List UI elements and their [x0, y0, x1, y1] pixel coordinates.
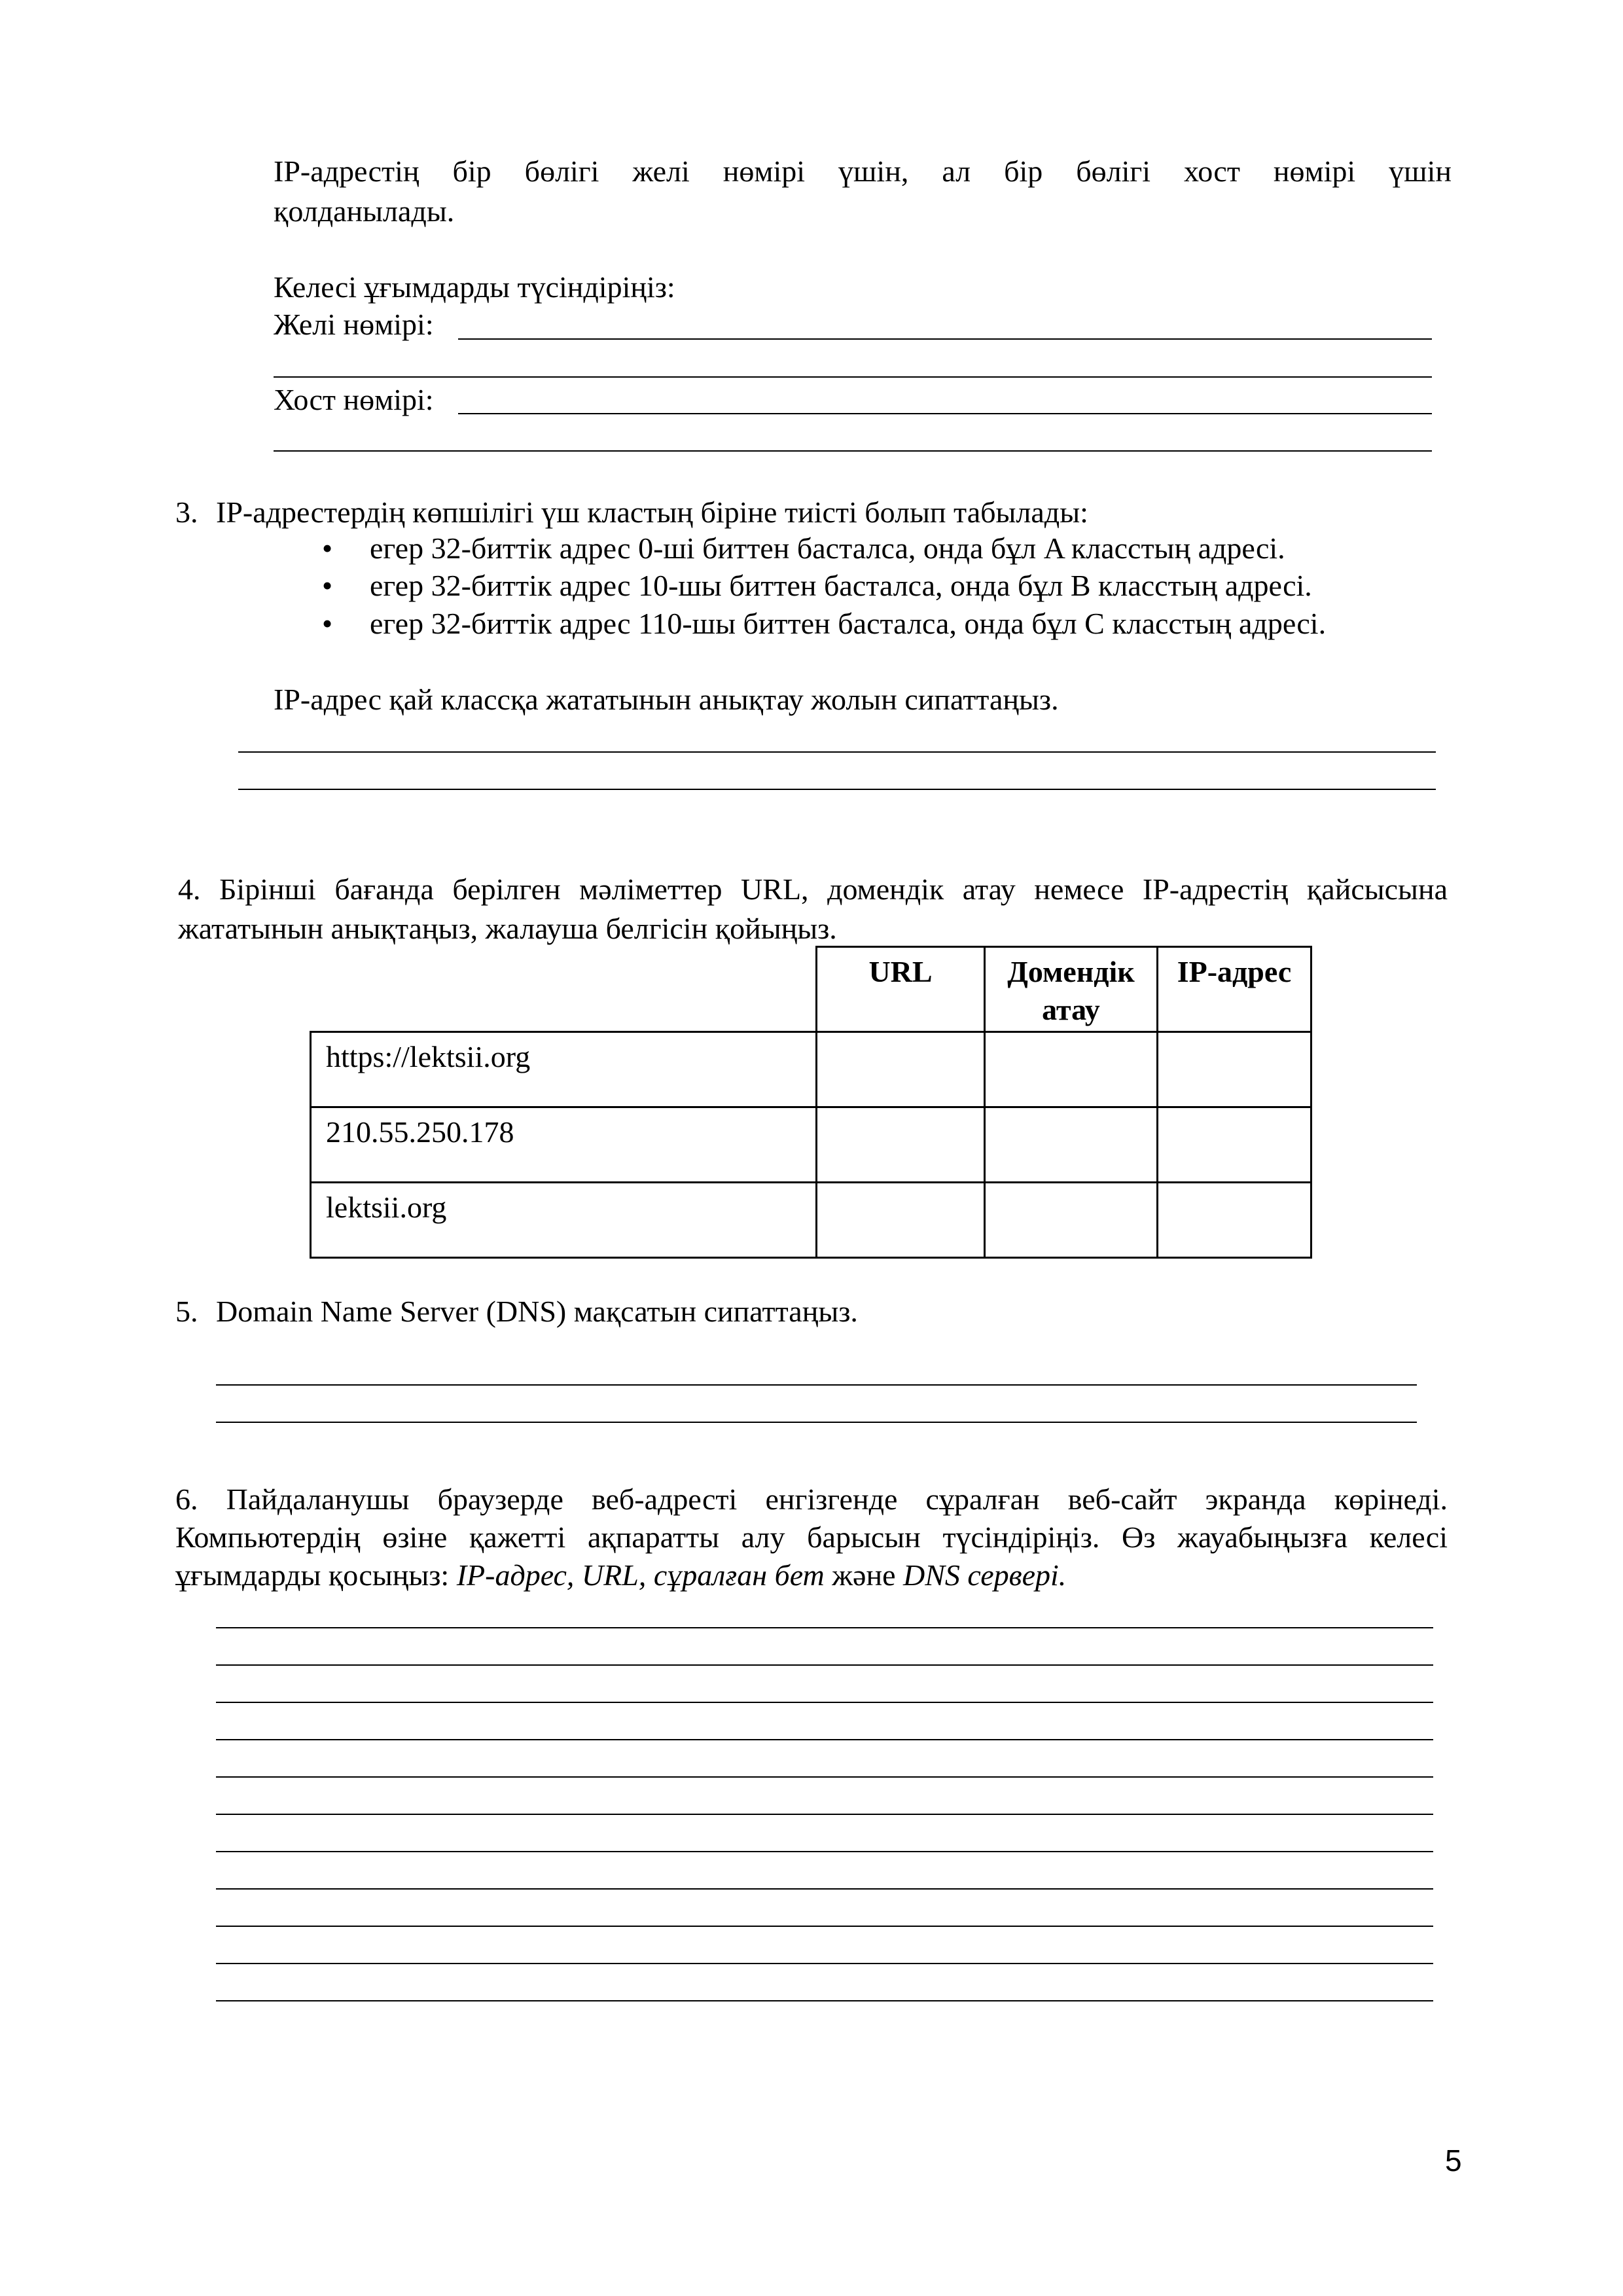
question-6-answer-line-5[interactable]: [216, 1776, 1433, 1778]
bullet-class-a: егер 32-биттік адрес 0-ші биттен басталса, онда бұл A класстың адресі.: [370, 531, 1285, 565]
table-row: [311, 1183, 1311, 1258]
question-6-term-1: IP-адрес, URL, сұралған бет: [456, 1558, 825, 1592]
checkbox-cell-url[interactable]: [817, 1183, 985, 1258]
bullet-class-c: егер 32-биттік адрес 110-шы биттен басталса, онда бұл C класстың адресі.: [370, 607, 1327, 640]
header-domain-name: Домендік атау: [985, 947, 1158, 1032]
bullet-icon: •: [322, 531, 333, 565]
question-6-answer-line-3[interactable]: [216, 1702, 1433, 1703]
question-5-answer-line-2[interactable]: [216, 1422, 1417, 1423]
question-3-text: IP-адрестердің көпшілігі үш кластың біріне тиісті болып табылады:: [216, 495, 1088, 529]
question-6-line-3: [175, 1556, 1066, 1594]
table-row: [311, 1107, 1311, 1183]
bullet-icon: •: [322, 569, 333, 602]
question-6-answer-line-10[interactable]: [216, 1963, 1433, 1964]
question-4-line-1: 4. Бірінші бағанда берілген мәліметтер URL, домендік атау немесе IP-адрестің қайсысына: [178, 872, 1448, 906]
checkbox-cell-url[interactable]: [817, 1107, 985, 1183]
question-6-line-2: Компьютердің өзіне қажетті ақпаратты алу барысын түсіндіріңіз. Өз жауабыңызға келесі: [175, 1520, 1448, 1554]
checkbox-cell-ip[interactable]: [1158, 1032, 1311, 1107]
network-number-answer-line[interactable]: [458, 338, 1432, 340]
checkbox-cell-domain[interactable]: [985, 1107, 1158, 1183]
checkbox-cell-url[interactable]: [817, 1032, 985, 1107]
table-row: [311, 1032, 1311, 1107]
explain-instruction: Келесі ұғымдарды түсіндіріңіз:: [274, 270, 675, 304]
row-value: 210.55.250.178: [311, 1107, 817, 1183]
bullet-icon: •: [322, 607, 333, 640]
table-header-row: [311, 947, 1311, 1032]
ip-parts-line-1: IP-адрестің бір бөлігі желі нөмірі үшін, ал бір бөлігі хост нөмірі үшін: [274, 154, 1452, 188]
question-6-line-1: 6. Пайдаланушы браузерде веб-адресті енгізгенде сұралған веб-сайт экранда көрінеді.: [175, 1482, 1448, 1516]
row-value: lektsii.org: [311, 1183, 817, 1258]
question-3-answer-line-1[interactable]: [238, 751, 1436, 753]
checkbox-cell-domain[interactable]: [985, 1183, 1158, 1258]
row-value: https://lektsii.org: [311, 1032, 817, 1107]
question-6-answer-line-6[interactable]: [216, 1814, 1433, 1815]
question-3-number: 3.: [175, 495, 198, 529]
question-6-answer-line-7[interactable]: [216, 1851, 1433, 1852]
host-number-label: Хост нөмірі:: [274, 383, 434, 416]
host-number-answer-line[interactable]: [458, 413, 1432, 414]
checkbox-cell-ip[interactable]: [1158, 1183, 1311, 1258]
question-3-task: IP-адрес қай классқа жататынын анықтау жолын сипаттаңыз.: [274, 683, 1059, 716]
question-6-joiner: және: [824, 1558, 903, 1592]
classification-table: [310, 946, 1312, 1259]
question-6-answer-line-9[interactable]: [216, 1926, 1433, 1927]
question-6-line-3-start: ұғымдарды қосыңыз:: [175, 1558, 457, 1592]
question-3-answer-line-2[interactable]: [238, 789, 1436, 790]
question-5-number: 5.: [175, 1295, 198, 1328]
header-url: URL: [817, 947, 985, 1032]
question-4-line-2: жататынын анықтаңыз, жалауша белгісін қойыңыз.: [178, 912, 837, 945]
ip-parts-line-2: қолданылады.: [274, 194, 455, 228]
question-6-answer-line-4[interactable]: [216, 1739, 1433, 1740]
question-6-answer-line-11[interactable]: [216, 2000, 1433, 2001]
question-5-answer-line-1[interactable]: [216, 1384, 1417, 1386]
bullet-class-b: егер 32-биттік адрес 10-шы биттен басталса, онда бұл B класстың адресі.: [370, 569, 1312, 602]
question-6-term-2: DNS сервері.: [902, 1558, 1067, 1592]
network-number-label: Желі нөмірі:: [274, 308, 434, 341]
page-number: 5: [1445, 2144, 1462, 2178]
question-6-answer-line-8[interactable]: [216, 1888, 1433, 1890]
header-ip-address: IP-адрес: [1158, 947, 1311, 1032]
question-6-answer-line-1[interactable]: [216, 1627, 1433, 1628]
table-corner-cell: [311, 947, 817, 1032]
checkbox-cell-domain[interactable]: [985, 1032, 1158, 1107]
network-number-answer-line-2[interactable]: [274, 376, 1432, 378]
host-number-answer-line-2[interactable]: [274, 450, 1432, 452]
question-5-text: Domain Name Server (DNS) мақсатын сипаттаңыз.: [216, 1295, 858, 1328]
checkbox-cell-ip[interactable]: [1158, 1107, 1311, 1183]
question-6-answer-line-2[interactable]: [216, 1664, 1433, 1666]
